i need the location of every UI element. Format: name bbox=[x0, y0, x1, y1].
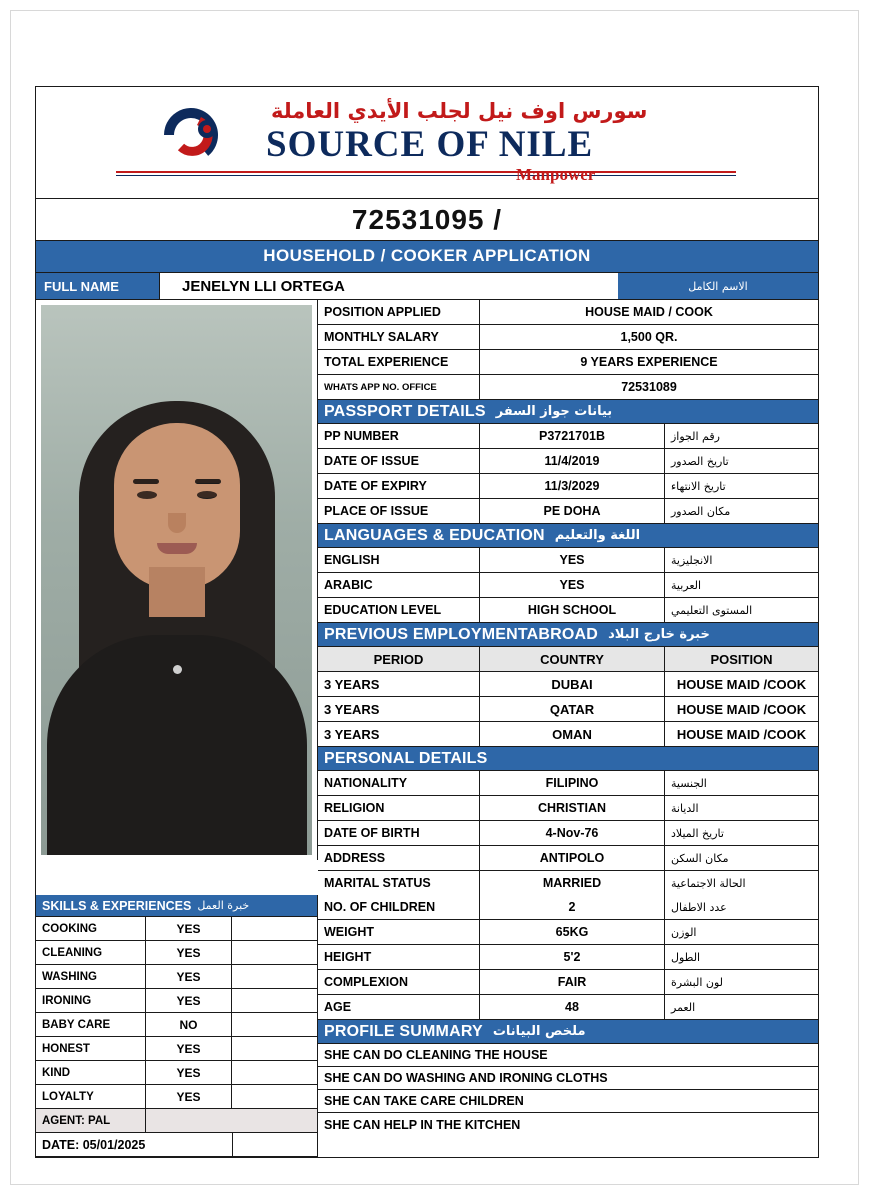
row-value: YES bbox=[480, 548, 665, 572]
table-row bbox=[318, 325, 818, 350]
section-languages-education bbox=[318, 524, 818, 548]
row-value: P3721701B bbox=[480, 424, 665, 448]
row-value: CHRISTIAN bbox=[480, 796, 665, 820]
cell-country: DUBAI bbox=[480, 672, 665, 696]
table-row bbox=[318, 697, 818, 722]
full-name-row bbox=[36, 273, 818, 300]
section-title-en: PERSONAL DETAILS bbox=[324, 749, 488, 767]
table-row bbox=[318, 598, 818, 623]
row-arabic: المستوى التعليمي bbox=[671, 603, 753, 617]
employment-table-header bbox=[318, 647, 818, 672]
row-value: 4-Nov-76 bbox=[480, 821, 665, 845]
agent-row bbox=[36, 1109, 317, 1133]
skill-row bbox=[36, 941, 317, 965]
date-label: DATE: 05/01/2025 bbox=[42, 1137, 146, 1152]
row-label: DATE OF ISSUE bbox=[318, 449, 480, 473]
section-title-en: LANGUAGES & EDUCATION bbox=[324, 526, 545, 544]
skill-spacer bbox=[232, 965, 317, 988]
skill-value: YES bbox=[146, 1061, 232, 1084]
skill-spacer bbox=[232, 1085, 317, 1108]
column-header-position: POSITION bbox=[710, 651, 773, 667]
skill-spacer bbox=[232, 1013, 317, 1036]
skill-row bbox=[36, 1061, 317, 1085]
table-row bbox=[318, 895, 818, 920]
table-row bbox=[318, 771, 818, 796]
section-title-en: PASSPORT DETAILS bbox=[324, 402, 486, 420]
section-title-ar: خبرة العمل bbox=[197, 899, 250, 912]
row-label: POSITION APPLIED bbox=[318, 300, 480, 324]
skill-label: WASHING bbox=[36, 965, 146, 988]
skill-row bbox=[36, 1085, 317, 1109]
row-arabic: تاريخ الانتهاء bbox=[671, 479, 726, 493]
row-value: 48 bbox=[480, 995, 665, 1019]
application-form bbox=[35, 86, 819, 1158]
brand-name: SOURCE OF NILE bbox=[266, 124, 594, 165]
row-label: PP NUMBER bbox=[318, 424, 480, 448]
row-value: 65KG bbox=[480, 920, 665, 944]
row-arabic: الوزن bbox=[671, 925, 697, 939]
row-value: 11/4/2019 bbox=[480, 449, 665, 473]
form-title: HOUSEHOLD / COOKER APPLICATION bbox=[36, 241, 818, 273]
skill-row bbox=[36, 917, 317, 941]
row-label: TOTAL EXPERIENCE bbox=[318, 350, 480, 374]
row-arabic: مكان الصدور bbox=[671, 504, 731, 518]
row-arabic: رقم الجواز bbox=[671, 429, 720, 443]
table-row bbox=[318, 499, 818, 524]
row-label: EDUCATION LEVEL bbox=[318, 598, 480, 622]
profile-line: SHE CAN HELP IN THE KITCHEN bbox=[324, 1117, 521, 1132]
skill-spacer bbox=[232, 941, 317, 964]
divider-red bbox=[116, 171, 736, 173]
row-value: HIGH SCHOOL bbox=[480, 598, 665, 622]
row-value: HOUSE MAID / COOK bbox=[585, 305, 713, 319]
table-row bbox=[318, 722, 818, 747]
date-row bbox=[36, 1133, 317, 1157]
section-title-ar: اللغة والتعليم bbox=[554, 528, 641, 543]
row-arabic: الطول bbox=[671, 950, 701, 964]
row-arabic: الانجليزية bbox=[671, 553, 713, 567]
section-title-ar: بيانات جواز السفر bbox=[495, 404, 613, 419]
row-label: PLACE OF ISSUE bbox=[318, 499, 480, 523]
row-arabic: مكان السكن bbox=[671, 851, 729, 865]
row-arabic: تاريخ الميلاد bbox=[671, 826, 724, 840]
row-label: WEIGHT bbox=[318, 920, 480, 944]
table-row bbox=[318, 821, 818, 846]
divider-blue bbox=[116, 175, 736, 176]
skills-column bbox=[36, 895, 318, 1157]
table-row bbox=[318, 350, 818, 375]
row-value: 9 YEARS EXPERIENCE bbox=[580, 355, 718, 369]
table-row bbox=[318, 672, 818, 697]
table-row bbox=[318, 474, 818, 499]
row-label: WHATS APP NO. OFFICE bbox=[318, 375, 480, 399]
row-value: FILIPINO bbox=[480, 771, 665, 795]
letterhead bbox=[36, 87, 818, 199]
skill-label: CLEANING bbox=[36, 941, 146, 964]
profile-column bbox=[318, 895, 818, 1157]
info-column bbox=[318, 300, 818, 895]
skill-value: NO bbox=[146, 1013, 232, 1036]
full-name-label: FULL NAME bbox=[36, 273, 160, 299]
skill-value: YES bbox=[146, 1085, 232, 1108]
row-value: 2 bbox=[480, 895, 665, 919]
lower-split bbox=[36, 895, 818, 1157]
section-profile-summary bbox=[318, 1020, 818, 1044]
agent-value bbox=[146, 1109, 232, 1132]
skill-value: YES bbox=[146, 989, 232, 1012]
row-arabic: الديانة bbox=[671, 801, 699, 815]
row-value: PE DOHA bbox=[480, 499, 665, 523]
skill-label: IRONING bbox=[36, 989, 146, 1012]
section-skills-experiences bbox=[36, 895, 317, 917]
table-row bbox=[318, 548, 818, 573]
row-label: RELIGION bbox=[318, 796, 480, 820]
brand-subtitle: Manpower bbox=[516, 165, 596, 184]
skill-spacer bbox=[232, 1037, 317, 1060]
row-value: FAIR bbox=[480, 970, 665, 994]
skill-value: YES bbox=[146, 965, 232, 988]
section-title-en: SKILLS & EXPERIENCES bbox=[42, 898, 192, 913]
row-value: 5'2 bbox=[480, 945, 665, 969]
row-label: NATIONALITY bbox=[318, 771, 480, 795]
row-label: MONTHLY SALARY bbox=[318, 325, 480, 349]
date-spacer bbox=[232, 1133, 317, 1156]
table-row bbox=[318, 424, 818, 449]
applicant-photo bbox=[41, 305, 312, 855]
row-value: MARRIED bbox=[480, 871, 665, 895]
skill-label: KIND bbox=[36, 1061, 146, 1084]
row-label: ENGLISH bbox=[318, 548, 480, 572]
row-value: ANTIPOLO bbox=[480, 846, 665, 870]
body-split bbox=[36, 300, 818, 895]
skill-spacer bbox=[232, 989, 317, 1012]
table-row bbox=[318, 449, 818, 474]
table-row bbox=[318, 573, 818, 598]
cell-position: HOUSE MAID /COOK bbox=[676, 701, 807, 717]
section-title-ar: خبرة خارج البلاد bbox=[608, 627, 710, 642]
row-label: MARITAL STATUS bbox=[318, 871, 480, 895]
section-personal-details bbox=[318, 747, 818, 771]
skill-value: YES bbox=[146, 941, 232, 964]
row-value: 1,500 QR. bbox=[620, 330, 678, 344]
section-title-ar: ملخص البيانات bbox=[492, 1024, 586, 1039]
cell-position: HOUSE MAID /COOK bbox=[676, 676, 807, 692]
cell-period: 3 YEARS bbox=[318, 722, 480, 746]
cell-period: 3 YEARS bbox=[318, 697, 480, 721]
table-row bbox=[318, 375, 818, 400]
skill-spacer bbox=[232, 1061, 317, 1084]
section-previous-employment bbox=[318, 623, 818, 647]
full-name-arabic: الاسم الكامل bbox=[618, 273, 818, 299]
row-label: COMPLEXION bbox=[318, 970, 480, 994]
row-value: 72531089 bbox=[621, 380, 677, 394]
row-label: DATE OF BIRTH bbox=[318, 821, 480, 845]
phone-number: 72531095 / bbox=[351, 203, 503, 235]
table-row bbox=[318, 945, 818, 970]
skill-row bbox=[36, 1037, 317, 1061]
skill-value: YES bbox=[146, 1037, 232, 1060]
phone-row bbox=[36, 199, 818, 241]
row-label: ADDRESS bbox=[318, 846, 480, 870]
profile-line: SHE CAN TAKE CARE CHILDREN bbox=[318, 1090, 818, 1113]
skill-spacer bbox=[232, 917, 317, 940]
table-row bbox=[318, 796, 818, 821]
cell-position: HOUSE MAID /COOK bbox=[676, 726, 807, 742]
skill-label: COOKING bbox=[36, 917, 146, 940]
skill-row bbox=[36, 989, 317, 1013]
table-row bbox=[318, 846, 818, 871]
cell-country: QATAR bbox=[480, 697, 665, 721]
full-name-value: JENELYN LLI ORTEGA bbox=[182, 277, 345, 295]
section-title-en: PREVIOUS EMPLOYMENTABROAD bbox=[324, 625, 599, 643]
table-row bbox=[318, 970, 818, 995]
row-arabic: عدد الاطفال bbox=[671, 900, 727, 914]
row-label: DATE OF EXPIRY bbox=[318, 474, 480, 498]
table-row bbox=[318, 920, 818, 945]
agent-label: AGENT: PAL bbox=[36, 1109, 146, 1132]
section-passport-details bbox=[318, 400, 818, 424]
row-label: NO. OF CHILDREN bbox=[318, 895, 480, 919]
row-value: YES bbox=[480, 573, 665, 597]
row-arabic: لون البشرة bbox=[671, 975, 723, 989]
photo-column bbox=[36, 300, 318, 860]
cell-country: OMAN bbox=[480, 722, 665, 746]
skill-value: YES bbox=[146, 917, 232, 940]
row-arabic: الجنسية bbox=[671, 776, 707, 790]
skill-row bbox=[36, 965, 317, 989]
column-header-country: COUNTRY bbox=[480, 647, 665, 671]
row-arabic: العربية bbox=[671, 578, 702, 592]
table-row bbox=[318, 871, 818, 895]
section-title-en: PROFILE SUMMARY bbox=[324, 1022, 483, 1040]
document-page bbox=[10, 10, 859, 1185]
row-label: AGE bbox=[318, 995, 480, 1019]
cell-period: 3 YEARS bbox=[318, 672, 480, 696]
skill-label: HONEST bbox=[36, 1037, 146, 1060]
agent-spacer bbox=[232, 1109, 317, 1132]
logo-arabic-tagline: سورس اوف نيل لجلب الأيدي العاملة bbox=[271, 99, 648, 123]
row-arabic: العمر bbox=[671, 1000, 696, 1014]
row-label: HEIGHT bbox=[318, 945, 480, 969]
skill-row bbox=[36, 1013, 317, 1037]
skill-label: BABY CARE bbox=[36, 1013, 146, 1036]
source-of-nile-logo-icon bbox=[161, 107, 247, 163]
row-label: ARABIC bbox=[318, 573, 480, 597]
table-row bbox=[318, 995, 818, 1020]
column-header-period: PERIOD bbox=[318, 647, 480, 671]
row-value: 11/3/2029 bbox=[480, 474, 665, 498]
row-arabic: الحالة الاجتماعية bbox=[671, 876, 746, 890]
skill-label: LOYALTY bbox=[36, 1085, 146, 1108]
profile-line: SHE CAN DO WASHING AND IRONING CLOTHS bbox=[318, 1067, 818, 1090]
profile-line: SHE CAN DO CLEANING THE HOUSE bbox=[318, 1044, 818, 1067]
table-row bbox=[318, 300, 818, 325]
row-arabic: تاريخ الصدور bbox=[671, 454, 729, 468]
